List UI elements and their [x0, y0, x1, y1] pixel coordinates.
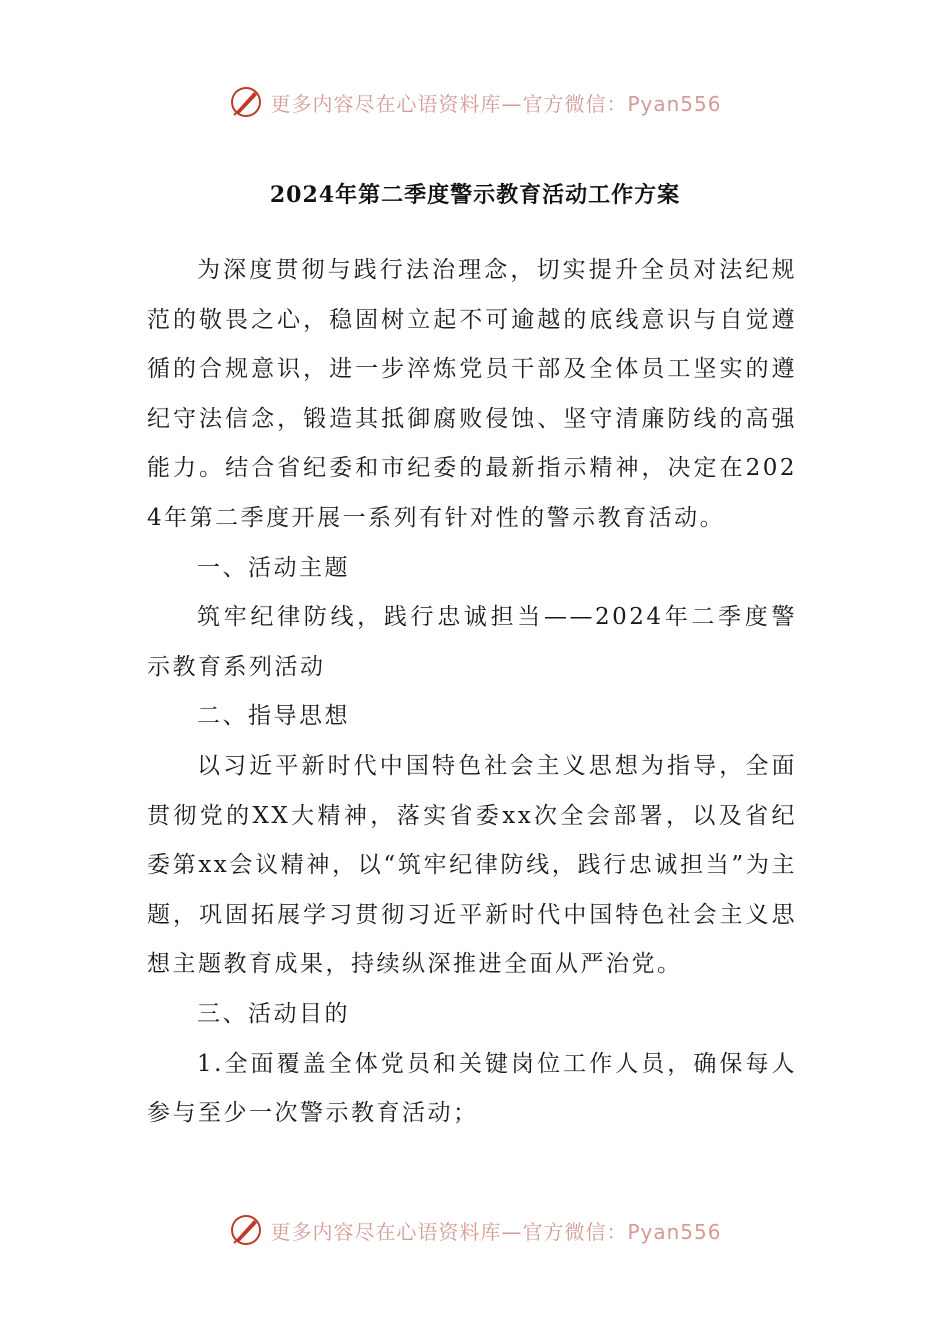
intro-paragraph: 为深度贯彻与践行法治理念，切实提升全员对法纪规范的敬畏之心，稳固树立起不可逾越的底线意识与自觉遵循的合规意识，进一步淬炼党员干部及全体员工坚实的遵纪守法信念，锻造其抵御腐败侵蚀、坚守清廉防线的高强能力。结合省纪委和市纪委的最新指示精神，决定在2024年第二季度开展一系列有针对性的警示教育活动。 [147, 257, 797, 531]
purpose-item-1: 1.全面覆盖全体党员和关键岗位工作人员，确保每人参与至少一次警示教育活动； [147, 1050, 797, 1127]
section-heading-theme: 一、活动主题 [197, 554, 350, 581]
section-heading-purpose: 三、活动目的 [197, 1000, 350, 1027]
header-watermark-banner [0, 82, 950, 122]
document-body [147, 246, 797, 1139]
quill-logo-icon [228, 84, 264, 120]
watermark-text: 更多内容尽在心语资料库—官方微信：Pyan556 [270, 1219, 722, 1244]
quill-logo-icon [228, 1212, 264, 1248]
document-title: 2024年第二季度警示教育活动工作方案 [269, 182, 681, 208]
watermark-text: 更多内容尽在心语资料库—官方微信：Pyan556 [270, 91, 722, 116]
theme-paragraph: 筑牢纪律防线，践行忠诚担当——2024年二季度警示教育系列活动 [147, 604, 797, 680]
footer-watermark-banner [0, 1210, 950, 1250]
guiding-thought-paragraph: 以习近平新时代中国特色社会主义思想为指导，全面贯彻党的XX大精神，落实省委xx次全会部署，以及省纪委第xx会议精神，以“筑牢纪律防线，践行忠诚担当”为主题，巩固拓展学习贯彻习近平新时代中国特色社会主义思想主题教育成果，持续纵深推进全面从严治党。 [147, 752, 797, 978]
section-heading-guiding-thought: 二、指导思想 [197, 703, 350, 730]
